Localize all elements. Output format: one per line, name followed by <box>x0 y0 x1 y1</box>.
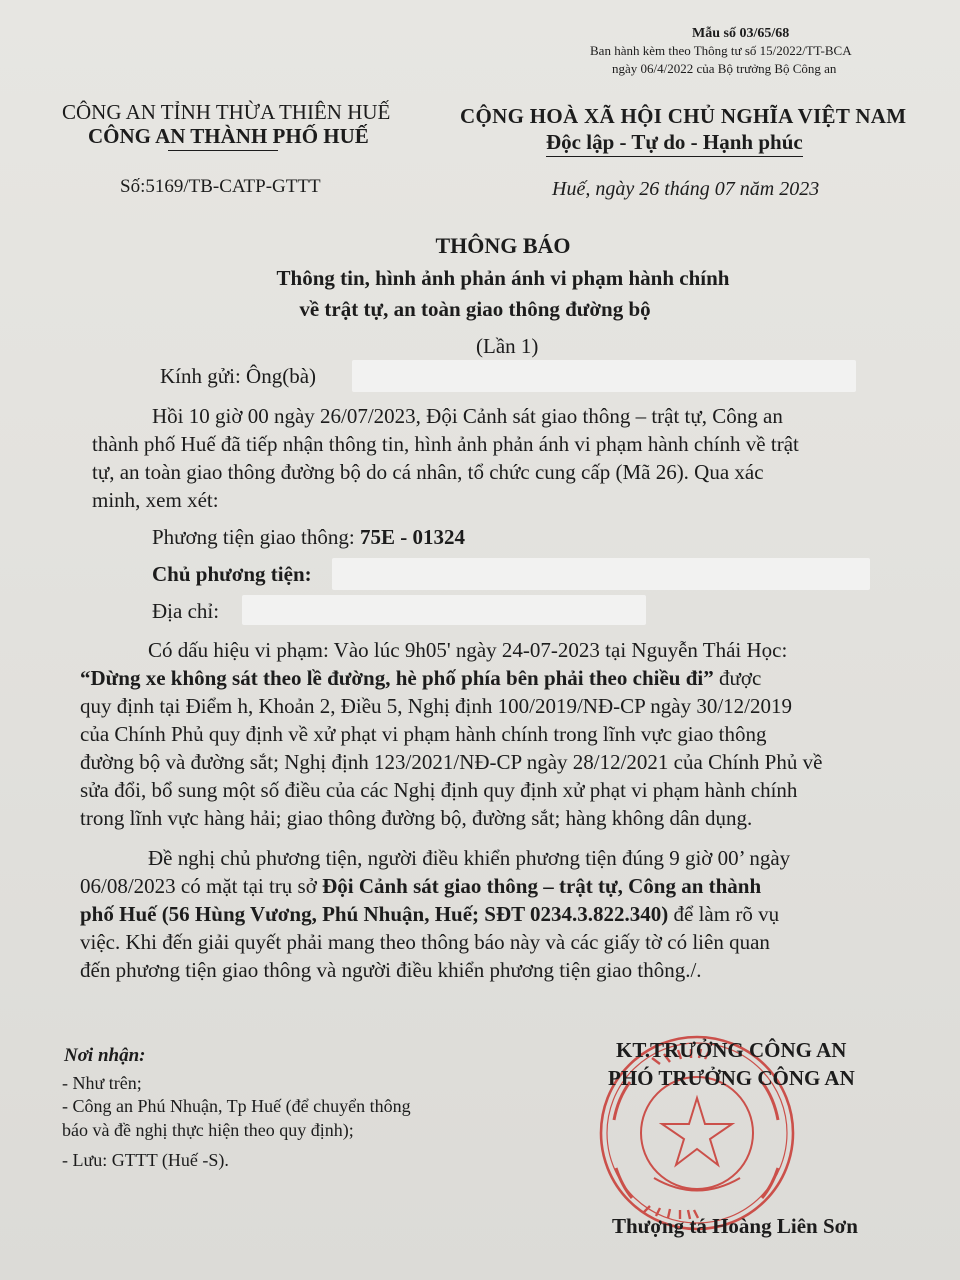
recipient-item-4: - Lưu: GTTT (Huế -S). <box>62 1150 229 1170</box>
violation-line-3: quy định tại Điểm h, Khoản 2, Điều 5, Nghị định 100/2019/NĐ-CP ngày 30/12/2019 <box>80 694 793 718</box>
request-line-1: Đề nghị chủ phương tiện, người điều khiển phương tiện đúng 9 giờ 00’ ngày <box>148 846 791 870</box>
agency-unit: CÔNG AN THÀNH PHỐ HUẾ <box>88 124 369 148</box>
redacted-owner <box>332 558 870 590</box>
signature-title-2: PHÓ TRƯỞNG CÔNG AN <box>608 1066 855 1090</box>
intro-line-3: tự, an toàn giao thông đường bộ do cá nhân, tổ chức cung cấp (Mã 26). Qua xác <box>92 460 764 484</box>
vehicle-row <box>152 525 465 550</box>
request-line-2-plain: 06/08/2023 có mặt tại trụ sở <box>80 874 317 898</box>
notice-title: THÔNG BÁO <box>435 233 571 258</box>
request-line-2 <box>80 874 761 899</box>
form-issued-with: Ban hành kèm theo Thông tư số 15/2022/TT-BCA <box>590 43 852 58</box>
notice-subtitle-1: Thông tin, hình ảnh phản ánh vi phạm hành chính <box>276 266 730 290</box>
addressee-label: Kính gửi: Ông(bà) <box>160 364 317 388</box>
form-issued-date: ngày 06/4/2022 của Bộ trưởng Bộ Công an <box>612 61 837 76</box>
nation-name: CỘNG HOÀ XÃ HỘI CHỦ NGHĨA VIỆT NAM <box>460 104 907 128</box>
notice-subtitle-2: về trật tự, an toàn giao thông đường bộ <box>299 297 651 321</box>
vehicle-plate: 75E - 01324 <box>359 525 465 549</box>
request-line-3 <box>80 902 779 927</box>
request-line-2-bold: Đội Cảnh sát giao thông – trật tự, Công an thành <box>322 874 762 898</box>
nation-motto: Độc lập - Tự do - Hạnh phúc <box>546 130 803 157</box>
notice-occurrence: (Lần 1) <box>476 334 539 358</box>
intro-line-1: Hồi 10 giờ 00 ngày 26/07/2023, Đội Cảnh sát giao thông – trật tự, Công an <box>152 404 783 428</box>
redacted-addressee <box>352 360 856 392</box>
recipient-item-1: - Như trên; <box>62 1073 142 1093</box>
document-number: Số:5169/TB-CATP-GTTT <box>120 176 321 197</box>
owner-label: Chủ phương tiện: <box>152 562 312 586</box>
agency-parent: CÔNG AN TỈNH THỪA THIÊN HUẾ <box>62 100 391 124</box>
request-line-3-plain: để làm rõ vụ <box>673 902 780 926</box>
redacted-address <box>242 595 646 625</box>
signer-name: Thượng tá Hoàng Liên Sơn <box>612 1214 858 1238</box>
request-line-3-bold: phố Huế (56 Hùng Vương, Phú Nhuận, Huế; SĐT 0234.3.822.340) <box>80 902 669 926</box>
violation-line-1: Có dấu hiệu vi phạm: Vào lúc 9h05' ngày 24-07-2023 tại Nguyễn Thái Học: <box>148 638 788 662</box>
signature-title-1: KT.TRƯỞNG CÔNG AN <box>616 1038 847 1062</box>
recipients-title: Nơi nhận: <box>64 1045 146 1066</box>
request-line-4: việc. Khi đến giải quyết phải mang theo thông báo này và các giấy tờ có liên quan <box>80 930 770 954</box>
agency-underline <box>168 150 278 151</box>
violation-line-5: đường bộ và đường sắt; Nghị định 123/2021/NĐ-CP ngày 28/12/2021 của Chính Phủ về <box>80 750 823 774</box>
violation-line-7: trong lĩnh vực hàng hải; giao thông đường bộ, đường sắt; hàng không dân dụng. <box>80 806 753 830</box>
date-line: Huế, ngày 26 tháng 07 năm 2023 <box>552 178 820 200</box>
address-label: Địa chỉ: <box>152 599 220 623</box>
violation-line-2 <box>80 666 761 691</box>
intro-line-2: thành phố Huế đã tiếp nhận thông tin, hình ảnh phản ánh vi phạm hành chính về trật <box>92 432 799 456</box>
violation-line-6: sửa đổi, bổ sung một số điều của các Nghị định quy định xử phạt vi phạm hành chính <box>80 778 798 802</box>
violation-quote: “Dừng xe không sát theo lề đường, hè phố phía bên phải theo chiều đi” <box>80 666 714 690</box>
recipient-item-2: - Công an Phú Nhuận, Tp Huế (để chuyển thông <box>62 1096 411 1116</box>
violation-line-4: của Chính Phủ quy định về xử phạt vi phạm hành chính trong lĩnh vực giao thông <box>80 722 767 746</box>
intro-line-4: minh, xem xét: <box>92 488 219 512</box>
request-line-5: đến phương tiện giao thông và người điều khiển phương tiện giao thông./. <box>80 958 702 982</box>
violation-line-2-tail: được <box>718 666 762 690</box>
vehicle-label: Phương tiện giao thông: <box>152 525 355 549</box>
form-number: Mẫu số 03/65/68 <box>692 26 790 41</box>
recipient-item-3: báo và đề nghị thực hiện theo quy định); <box>62 1120 354 1140</box>
